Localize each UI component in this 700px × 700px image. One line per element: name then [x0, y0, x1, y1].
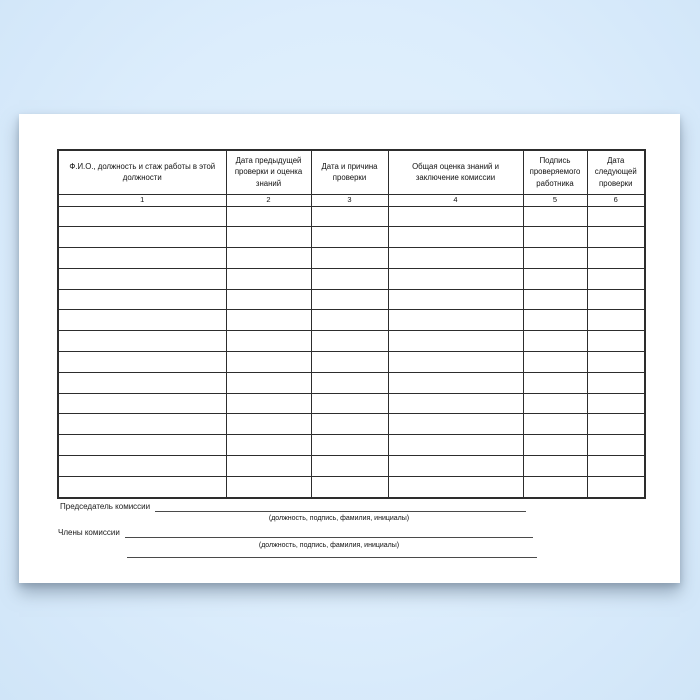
header-numbers-row	[58, 194, 645, 206]
empty-cell	[58, 310, 226, 331]
empty-cell	[311, 248, 388, 269]
empty-cell	[388, 372, 523, 393]
empty-cell	[523, 206, 587, 227]
empty-row	[58, 476, 645, 497]
empty-row	[58, 435, 645, 456]
empty-row	[58, 310, 645, 331]
empty-row	[58, 393, 645, 414]
empty-cell	[523, 435, 587, 456]
empty-row	[58, 331, 645, 352]
empty-cell	[311, 310, 388, 331]
empty-cell	[523, 372, 587, 393]
form-page	[19, 114, 680, 583]
empty-cell	[587, 331, 645, 352]
chairman-row	[60, 502, 526, 512]
empty-cell	[388, 248, 523, 269]
empty-cell	[226, 456, 311, 477]
empty-cell	[587, 414, 645, 435]
empty-cell	[388, 227, 523, 248]
empty-cell	[58, 289, 226, 310]
empty-cell	[587, 456, 645, 477]
empty-cell	[58, 331, 226, 352]
empty-row	[58, 456, 645, 477]
empty-cell	[58, 414, 226, 435]
empty-cell	[311, 227, 388, 248]
empty-cell	[587, 227, 645, 248]
empty-cell	[388, 310, 523, 331]
empty-cell	[311, 206, 388, 227]
empty-cell	[587, 476, 645, 497]
empty-row	[58, 268, 645, 289]
empty-cell	[388, 435, 523, 456]
empty-cell	[58, 268, 226, 289]
column-number: 1	[58, 194, 226, 206]
empty-cell	[523, 456, 587, 477]
empty-cell	[523, 289, 587, 310]
empty-row	[58, 289, 645, 310]
empty-cell	[226, 268, 311, 289]
empty-cell	[58, 476, 226, 497]
empty-cell	[226, 414, 311, 435]
empty-cell	[58, 352, 226, 373]
column-header-assessment: Общая оценка знаний и заключение комиссии	[388, 150, 523, 194]
signature-caption: (должность, подпись, фамилия, инициалы)	[268, 515, 410, 522]
empty-cell	[226, 289, 311, 310]
empty-cell	[587, 248, 645, 269]
empty-cell	[388, 456, 523, 477]
empty-cell	[58, 206, 226, 227]
empty-cell	[587, 268, 645, 289]
table-body	[58, 206, 645, 498]
empty-cell	[587, 310, 645, 331]
column-number: 2	[226, 194, 311, 206]
empty-cell	[226, 310, 311, 331]
empty-cell	[226, 331, 311, 352]
empty-cell	[388, 352, 523, 373]
empty-cell	[226, 435, 311, 456]
empty-cell	[388, 414, 523, 435]
empty-cell	[311, 393, 388, 414]
empty-cell	[523, 248, 587, 269]
column-header-next-check: Дата следующей проверки	[587, 150, 645, 194]
signature-caption: (должность, подпись, фамилия, инициалы)	[258, 542, 400, 549]
empty-row	[58, 206, 645, 227]
column-number: 6	[587, 194, 645, 206]
knowledge-check-table	[57, 149, 646, 499]
empty-cell	[311, 456, 388, 477]
empty-cell	[311, 435, 388, 456]
empty-row	[58, 248, 645, 269]
empty-row	[58, 372, 645, 393]
empty-cell	[311, 414, 388, 435]
empty-row	[58, 414, 645, 435]
extra-signature-line	[127, 552, 537, 558]
empty-cell	[226, 372, 311, 393]
empty-cell	[226, 227, 311, 248]
empty-cell	[58, 227, 226, 248]
column-header-fio: Ф.И.О., должность и стаж работы в этой должности	[58, 150, 226, 194]
empty-cell	[587, 435, 645, 456]
empty-cell	[311, 476, 388, 497]
column-number: 5	[523, 194, 587, 206]
empty-cell	[523, 310, 587, 331]
empty-cell	[311, 352, 388, 373]
empty-row	[58, 227, 645, 248]
column-header-signature: Подпись проверяемого работника	[523, 150, 587, 194]
empty-cell	[58, 393, 226, 414]
chairman-signature-line	[155, 502, 526, 512]
empty-cell	[58, 248, 226, 269]
empty-cell	[523, 331, 587, 352]
empty-cell	[226, 352, 311, 373]
empty-cell	[58, 456, 226, 477]
column-header-date-reason: Дата и причина проверки	[311, 150, 388, 194]
column-number: 3	[311, 194, 388, 206]
chairman-label: Председатель комиссии	[60, 502, 151, 512]
empty-cell	[587, 289, 645, 310]
empty-cell	[587, 352, 645, 373]
members-row	[58, 528, 533, 538]
signature-block	[19, 502, 680, 577]
empty-cell	[311, 268, 388, 289]
empty-cell	[523, 393, 587, 414]
empty-cell	[523, 227, 587, 248]
empty-cell	[388, 476, 523, 497]
empty-cell	[523, 476, 587, 497]
empty-cell	[226, 476, 311, 497]
header-labels-row	[58, 150, 645, 194]
empty-cell	[587, 393, 645, 414]
empty-cell	[311, 331, 388, 352]
empty-row	[58, 352, 645, 373]
empty-cell	[58, 372, 226, 393]
column-header-prev-check: Дата предыдущей проверки и оценка знаний	[226, 150, 311, 194]
empty-cell	[388, 331, 523, 352]
empty-cell	[58, 435, 226, 456]
empty-cell	[226, 206, 311, 227]
empty-cell	[523, 268, 587, 289]
empty-cell	[311, 289, 388, 310]
empty-cell	[388, 268, 523, 289]
empty-cell	[226, 393, 311, 414]
empty-cell	[587, 372, 645, 393]
empty-cell	[587, 206, 645, 227]
empty-cell	[388, 289, 523, 310]
empty-cell	[523, 414, 587, 435]
empty-cell	[388, 206, 523, 227]
empty-cell	[388, 393, 523, 414]
empty-cell	[523, 352, 587, 373]
members-label: Члены комиссии	[58, 528, 120, 538]
empty-cell	[226, 248, 311, 269]
table-header	[58, 150, 645, 206]
column-number: 4	[388, 194, 523, 206]
empty-cell	[311, 372, 388, 393]
members-signature-line	[125, 528, 533, 538]
